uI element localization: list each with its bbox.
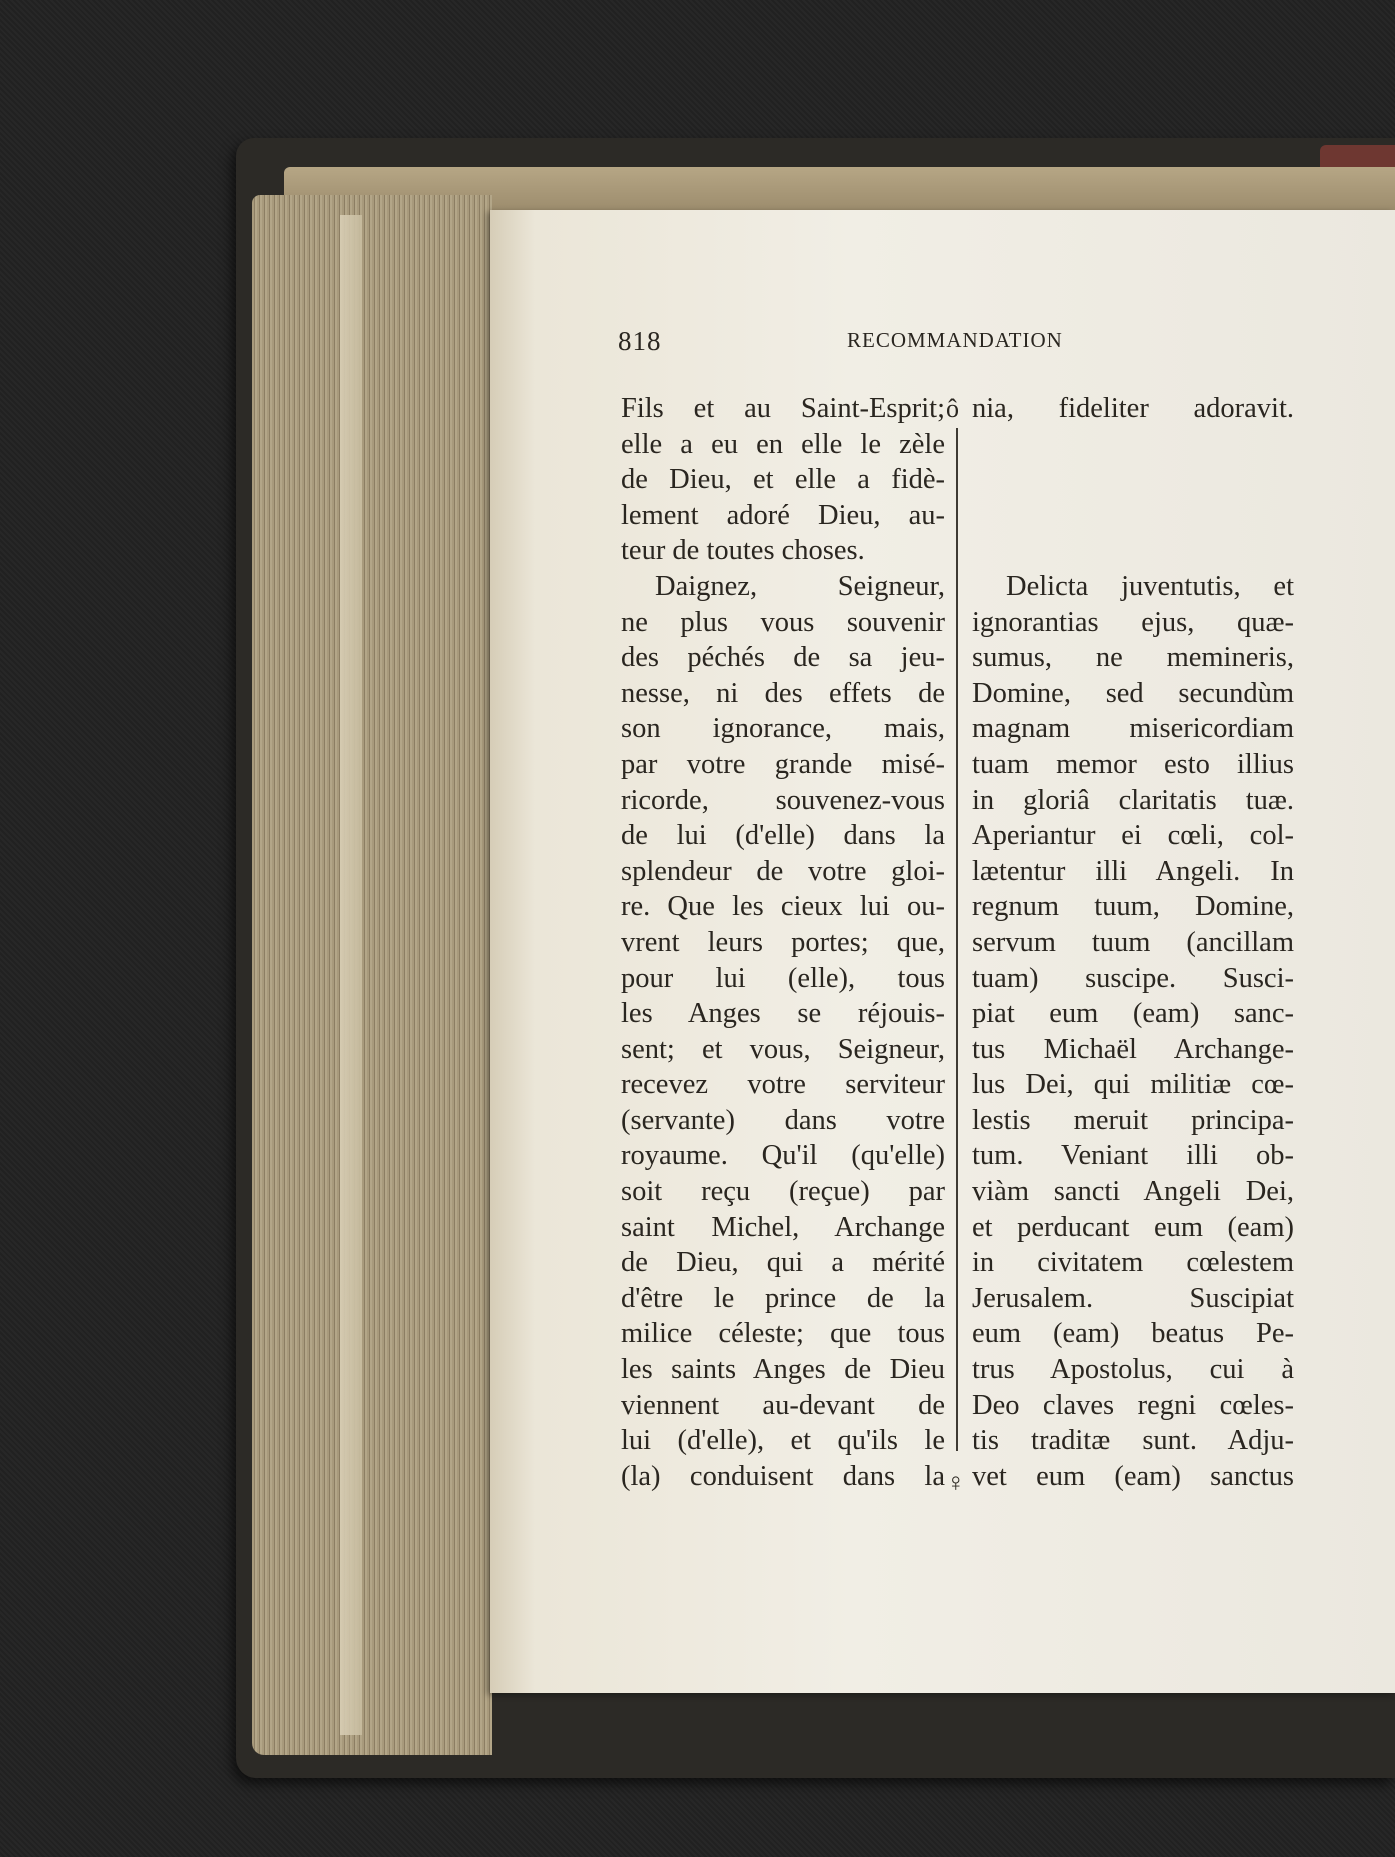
text-line: milice céleste; que tous	[621, 1318, 945, 1350]
text-line: tum. Veniant illi ob-	[972, 1140, 1294, 1172]
text-line: soit reçu (reçue) par	[621, 1176, 945, 1208]
text-line: royaume. Qu'il (qu'elle)	[621, 1140, 945, 1172]
text-line: lui (d'elle), et qu'ils le	[621, 1425, 945, 1457]
text-line: vrent leurs portes; que,	[621, 926, 945, 958]
text-line: (servante) dans votre	[621, 1104, 945, 1136]
text-line: Aperiantur ei cœli, col-	[972, 820, 1294, 852]
text-line: viàm sancti Angeli Dei,	[972, 1176, 1294, 1208]
text-line: sent; et vous, Seigneur,	[621, 1033, 945, 1065]
text-line: ne plus vous souvenir	[621, 606, 945, 638]
text-line: regnum tuum, Domine,	[972, 891, 1294, 923]
text-line: Deo claves regni cœles-	[972, 1389, 1294, 1421]
text-line: piat eum (eam) sanc-	[972, 998, 1294, 1030]
text-line: vet eum (eam) sanctus	[972, 1460, 1294, 1492]
french-text-column	[621, 391, 945, 1494]
text-line: trus Apostolus, cui à	[972, 1354, 1294, 1386]
page-stack-edge	[252, 195, 492, 1755]
text-line: saint Michel, Archange	[621, 1211, 945, 1243]
text-line: Jerusalem. Suscipiat	[972, 1282, 1294, 1314]
text-line: (la) conduisent dans la	[621, 1460, 945, 1492]
text-line: de Dieu, qui a mérité	[621, 1247, 945, 1279]
text-line: par votre grande misé-	[621, 748, 945, 780]
book-page	[490, 210, 1395, 1693]
text-line: lus Dei, qui militiæ cœ-	[972, 1069, 1294, 1101]
text-line: ignorantias ejus, quæ-	[972, 606, 1294, 638]
text-line: splendeur de votre gloi-	[621, 855, 945, 887]
text-line: de lui (d'elle) dans la	[621, 820, 945, 852]
text-line: tis traditæ sunt. Adju-	[972, 1425, 1294, 1457]
text-line: tuam memor esto illius	[972, 748, 1294, 780]
text-line: magnam misericordiam	[972, 713, 1294, 745]
text-line: Fils et au Saint-Esprit;	[621, 393, 945, 424]
text-line: viennent au-devant de	[621, 1389, 945, 1421]
column-start-mark: ô	[946, 394, 959, 423]
text-line: eum (eam) beatus Pe-	[972, 1318, 1294, 1350]
text-line: nesse, ni des effets de	[621, 677, 945, 709]
latin-text-column	[972, 391, 1294, 1494]
text-line: lætentur illi Angeli. In	[972, 855, 1294, 887]
text-line: ricorde, souvenez-vous	[621, 784, 945, 816]
text-line: elle a eu en elle le zèle	[621, 428, 945, 460]
column-gap	[972, 427, 1294, 569]
text-line: recevez votre serviteur	[621, 1069, 945, 1101]
text-line: pour lui (elle), tous	[621, 962, 945, 994]
text-line: et perducant eum (eam)	[972, 1211, 1294, 1243]
text-line: les saints Anges de Dieu	[621, 1354, 945, 1386]
text-line: tuam) suscipe. Susci-	[972, 962, 1294, 994]
text-line: les Anges se réjouis-	[621, 998, 945, 1030]
text-line: re. Que les cieux lui ou-	[621, 891, 945, 923]
text-line: Delicta juventutis, et	[1006, 570, 1294, 602]
text-line: des péchés de sa jeu-	[621, 642, 945, 674]
text-line: lestis meruit principa-	[972, 1104, 1294, 1136]
column-end-mark: ♀	[946, 1468, 966, 1497]
column-divider	[956, 428, 958, 1451]
text-line: in civitatem cœlestem	[972, 1247, 1294, 1279]
text-line: Domine, sed secundùm	[972, 677, 1294, 709]
text-line: tus Michaël Archange-	[972, 1033, 1294, 1065]
text-line: nia, fideliter adoravit.	[972, 393, 1294, 424]
text-line: servum tuum (ancillam	[972, 926, 1294, 958]
text-line: d'être le prince de la	[621, 1282, 945, 1314]
page-stack-highlight	[340, 215, 362, 1735]
text-line: sumus, ne memineris,	[972, 642, 1294, 674]
page-number: 818	[618, 326, 662, 356]
text-line: teur de toutes choses.	[621, 535, 865, 567]
text-line: son ignorance, mais,	[621, 713, 945, 745]
running-head: RECOMMANDATION	[847, 328, 1063, 352]
text-line: in gloriâ claritatis tuæ.	[972, 784, 1294, 816]
text-line: de Dieu, et elle a fidè-	[621, 464, 945, 496]
text-line: Daignez, Seigneur,	[655, 570, 945, 602]
text-line: lement adoré Dieu, au-	[621, 499, 945, 531]
